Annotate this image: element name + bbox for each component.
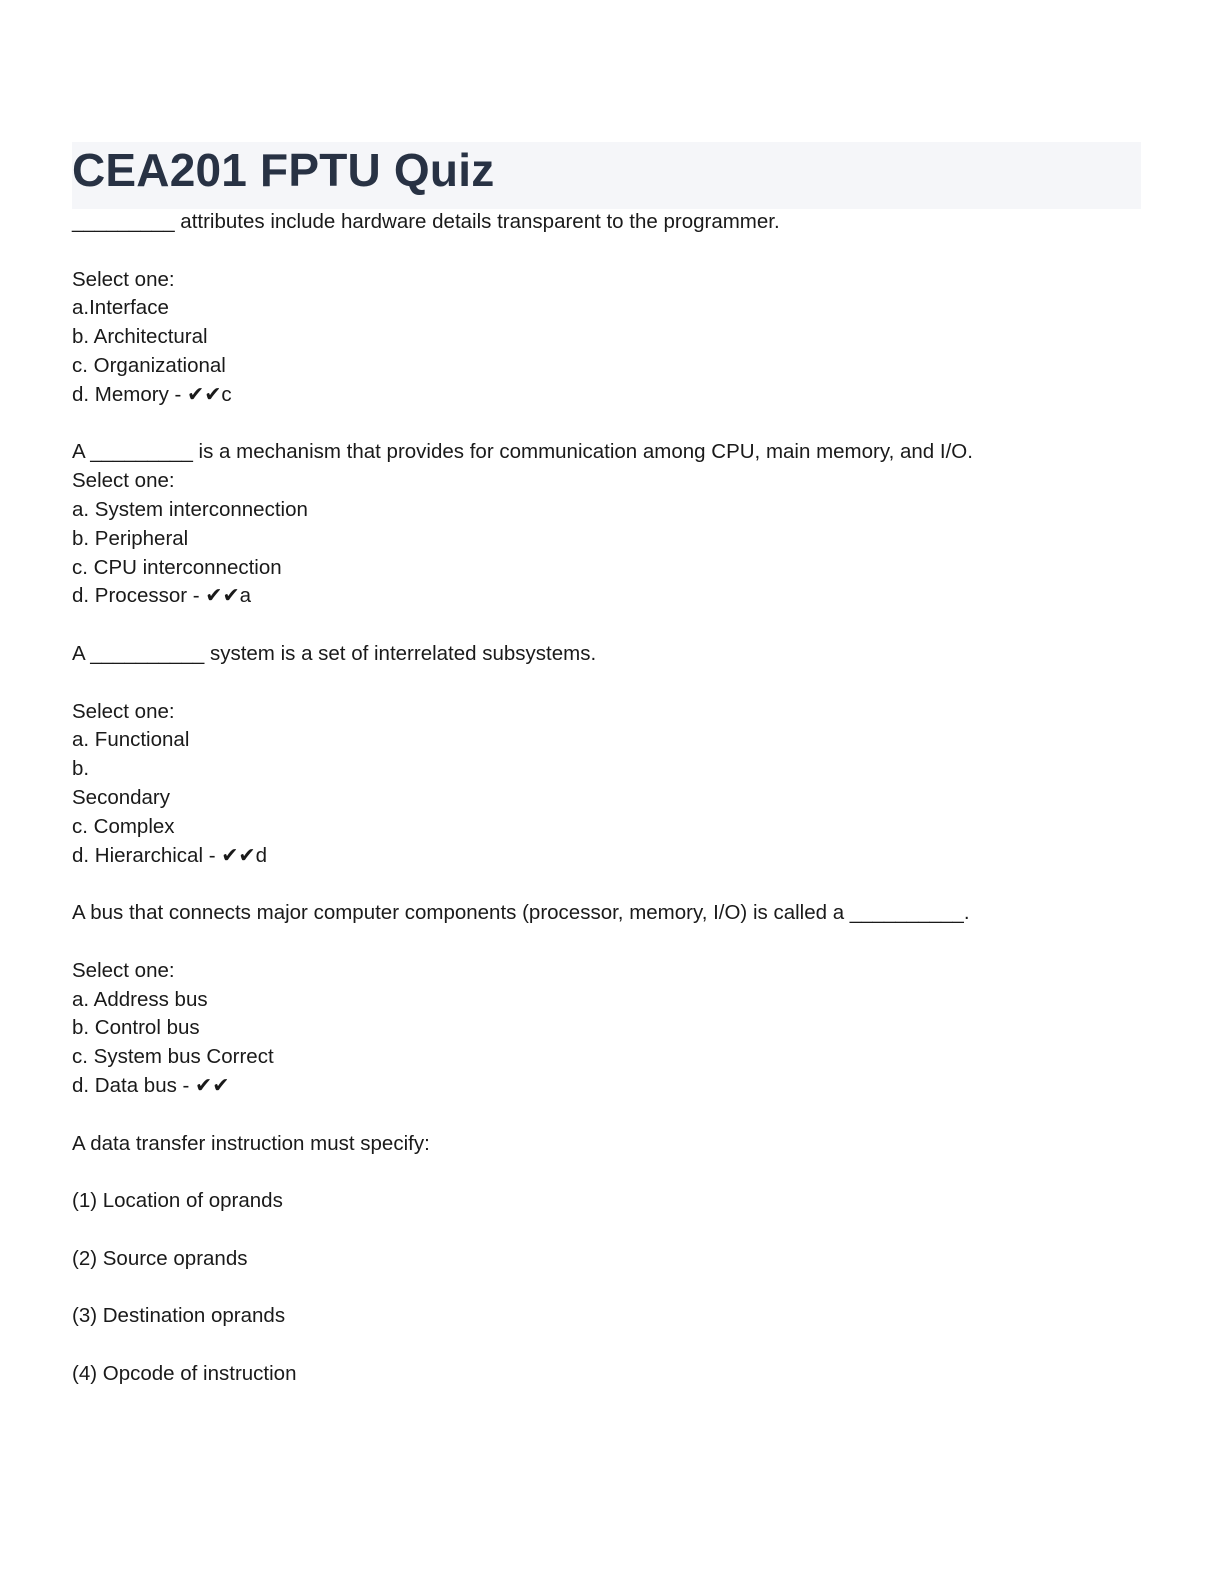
- question-5: [72, 1130, 1141, 1389]
- answer-option: d. Hierarchical - ✔✔d: [72, 843, 267, 867]
- select-one-label: Select one:: [72, 267, 175, 291]
- list-item: (2) Source oprands: [72, 1246, 248, 1270]
- answer-option: d. Data bus - ✔✔: [72, 1073, 230, 1097]
- select-one-label: Select one:: [72, 958, 175, 982]
- page-title: CEA201 FPTU Quiz: [72, 144, 495, 196]
- select-one-label: Select one:: [72, 469, 175, 493]
- question-3: [72, 640, 1141, 870]
- list-item: (3) Destination oprands: [72, 1304, 286, 1328]
- question-1: [72, 208, 1141, 410]
- question-4: [72, 899, 1141, 1101]
- question-prompt: A _________ is a mechanism that provides for communication among CPU, main memory, and I/O.: [72, 440, 973, 464]
- answer-option: c. Organizational: [72, 353, 226, 377]
- list-item: (4) Opcode of instruction: [72, 1361, 297, 1385]
- answer-option: Secondary: [72, 785, 171, 809]
- answer-option: c. System bus Correct: [72, 1045, 274, 1069]
- page-content: [72, 142, 1141, 1389]
- question-prompt: A bus that connects major computer components (processor, memory, I/O) is called a __________.: [72, 901, 970, 925]
- answer-option: b. Peripheral: [72, 526, 189, 550]
- list-item: (1) Location of oprands: [72, 1189, 283, 1213]
- question-prompt: _________ attributes include hardware details transparent to the programmer.: [72, 210, 780, 233]
- answer-option: a. Address bus: [72, 987, 208, 1011]
- question-prompt: A data transfer instruction must specify:: [72, 1131, 430, 1155]
- title-banner: [72, 142, 1141, 209]
- answer-option: d. Processor - ✔✔a: [72, 584, 252, 608]
- answer-option: b. Architectural: [72, 325, 208, 349]
- answer-option: a.Interface: [72, 296, 169, 320]
- quiz-content: [72, 208, 1141, 1389]
- answer-option: a. Functional: [72, 728, 190, 752]
- answer-option: b.: [72, 757, 90, 781]
- answer-option: c. Complex: [72, 814, 175, 838]
- question-2: [72, 438, 1141, 611]
- answer-option: d. Memory - ✔✔c: [72, 382, 232, 406]
- answer-option: b. Control bus: [72, 1016, 200, 1040]
- answer-option: a. System interconnection: [72, 497, 308, 521]
- select-one-label: Select one:: [72, 699, 175, 723]
- question-prompt: A __________ system is a set of interrelated subsystems.: [72, 641, 597, 665]
- answer-option: c. CPU interconnection: [72, 555, 282, 579]
